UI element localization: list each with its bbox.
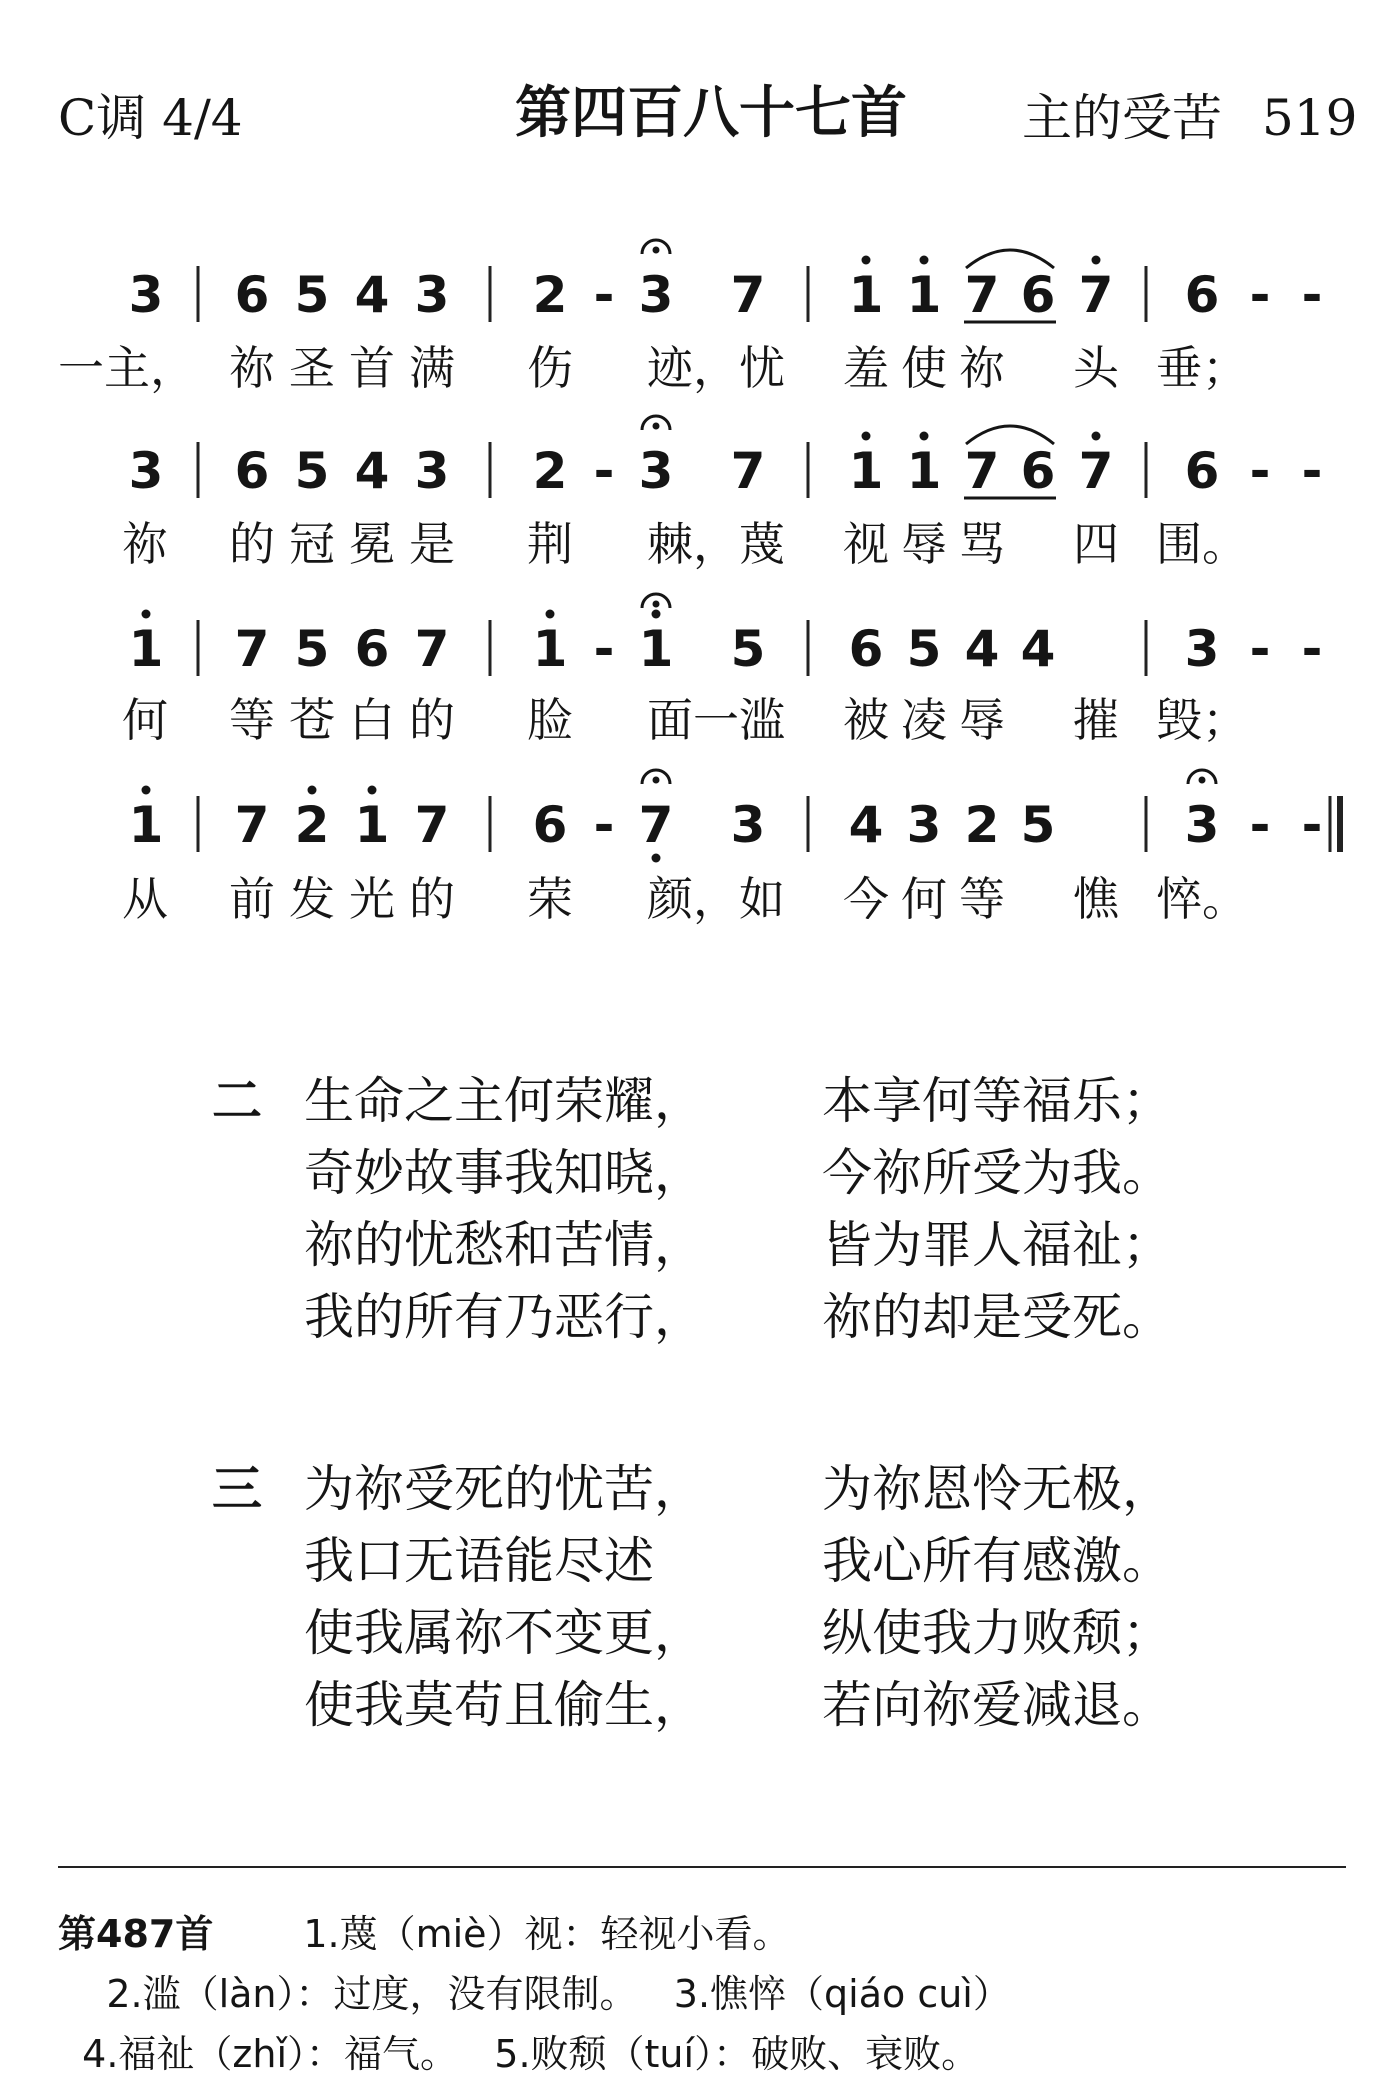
lyric-syllable: 垂； xyxy=(1156,341,1248,395)
dash-note: - xyxy=(593,266,615,324)
verse-line: 奇妙故事我知晓， xyxy=(304,1144,704,1202)
dash-note: - xyxy=(1249,442,1271,500)
note: 6 xyxy=(354,620,390,678)
dash-note: - xyxy=(1301,442,1323,500)
verse-line: 我心所有感激。 xyxy=(822,1532,1172,1590)
verse-line: 使我莫苟且偷生， xyxy=(304,1676,704,1734)
footnote-item: 1.蔑（miè）视：轻视小看。 xyxy=(303,1912,791,1956)
note: 4 xyxy=(354,442,390,500)
verse-line: 本享何等福乐； xyxy=(822,1072,1172,1130)
lyric-syllable: 圣 xyxy=(289,341,335,395)
note: 2 xyxy=(532,266,568,324)
verse-line: 若向祢爱减退。 xyxy=(822,1676,1172,1734)
lyric-syllable: 伤 xyxy=(527,341,573,395)
lyric-syllable: 何 xyxy=(122,693,168,747)
page-number: 519 xyxy=(1262,89,1358,147)
note: 5 xyxy=(294,442,330,500)
lyric-syllable: 冠 xyxy=(289,517,335,571)
note: 1 xyxy=(128,796,164,854)
lyric-syllable: 憔 xyxy=(1073,872,1119,926)
verse-line: 皆为罪人福祉； xyxy=(822,1216,1172,1274)
lyric-syllable: 毁； xyxy=(1156,693,1248,747)
dash-note: - xyxy=(593,442,615,500)
lyric-syllable: 脸 xyxy=(527,693,573,747)
note: 7 xyxy=(234,620,270,678)
lyric-syllable: 发 xyxy=(289,872,335,926)
section-name: 主的受苦 xyxy=(1022,89,1222,147)
note: 7 xyxy=(730,442,766,500)
note: 2 xyxy=(532,442,568,500)
lyric-syllable: 满 xyxy=(409,341,455,395)
lyric-syllable: 的 xyxy=(409,693,455,747)
note: 1 xyxy=(128,620,164,678)
lyric-syllable: 围。 xyxy=(1156,517,1248,571)
octave-dot xyxy=(1092,432,1101,441)
octave-dot xyxy=(1092,256,1101,265)
note: 3 xyxy=(730,796,766,854)
lyric-syllable: 首 xyxy=(349,341,395,395)
note: 3 xyxy=(1184,620,1220,678)
verse-line: 使我属祢不变更， xyxy=(304,1604,704,1662)
octave-dot xyxy=(862,256,871,265)
note: 2 xyxy=(294,796,330,854)
lyric-syllable: 使 xyxy=(901,341,947,395)
verse-number: 二 xyxy=(212,1072,262,1130)
note: 7 xyxy=(1078,266,1114,324)
note: 3 xyxy=(638,442,674,500)
lyric-syllable: 凌 xyxy=(901,693,947,747)
note: 6 xyxy=(1184,266,1220,324)
lyric-syllable: 被 xyxy=(843,693,889,747)
verse-line: 我口无语能尽述 xyxy=(304,1532,654,1590)
lyric-syllable: 一主， xyxy=(58,341,196,395)
lyric-syllable: 何 xyxy=(901,872,947,926)
note: 6 xyxy=(234,266,270,324)
octave-dot xyxy=(920,432,929,441)
dash-note: - xyxy=(1301,266,1323,324)
lyric-syllable: 颜，如 xyxy=(647,872,785,926)
note: 6 xyxy=(1020,442,1056,500)
note: 7 xyxy=(414,796,450,854)
verse-line: 纵使我力败颓； xyxy=(822,1604,1172,1662)
verse-line: 为祢受死的忧苦， xyxy=(304,1460,704,1518)
lyric-syllable: 迹，忧 xyxy=(647,341,785,395)
lyric-syllable: 羞 xyxy=(843,341,889,395)
footnote-divider xyxy=(58,1866,1346,1868)
note: 1 xyxy=(906,442,942,500)
note: 7 xyxy=(964,442,1000,500)
footnote-label: 第487首 xyxy=(58,1912,214,1956)
note: 3 xyxy=(414,442,450,500)
octave-dot xyxy=(368,786,377,795)
lyric-syllable: 祢 xyxy=(229,341,275,395)
lyric-syllable: 今 xyxy=(843,872,889,926)
verse-line: 为祢恩怜无极， xyxy=(822,1460,1172,1518)
note: 4 xyxy=(964,620,1000,678)
octave-dot xyxy=(652,854,661,863)
dash-note: - xyxy=(593,796,615,854)
footnote-item: 5.败颓（tuí）：破败、衰败。 xyxy=(494,2032,980,2076)
octave-dot xyxy=(652,610,661,619)
note: 1 xyxy=(354,796,390,854)
lyric-syllable: 是 xyxy=(409,517,455,571)
fermata-dot xyxy=(653,247,660,254)
fermata-dot xyxy=(653,601,660,608)
music-score xyxy=(0,0,1400,1000)
footnote-item: 2.滥（làn）：过度，没有限制。 xyxy=(106,1972,638,2016)
octave-dot xyxy=(862,432,871,441)
verse-number: 三 xyxy=(212,1460,262,1518)
lyric-syllable: 头 xyxy=(1073,341,1119,395)
hymn-title: 第四百八十七首 xyxy=(515,81,907,146)
note: 5 xyxy=(294,266,330,324)
octave-dot xyxy=(142,610,151,619)
note: 6 xyxy=(234,442,270,500)
note: 2 xyxy=(964,796,1000,854)
fermata-dot xyxy=(653,423,660,430)
note: 7 xyxy=(414,620,450,678)
lyric-syllable: 荣 xyxy=(527,872,573,926)
verse-line: 祢的忧愁和苦情， xyxy=(304,1216,704,1274)
lyric-syllable: 白 xyxy=(349,693,395,747)
note: 6 xyxy=(532,796,568,854)
note: 5 xyxy=(294,620,330,678)
score-canvas xyxy=(0,0,1400,1000)
dash-note: - xyxy=(1301,620,1323,678)
key-signature: C调 4/4 xyxy=(58,89,243,147)
note: 5 xyxy=(1020,796,1056,854)
note: 7 xyxy=(1078,442,1114,500)
lyric-syllable: 的 xyxy=(409,872,455,926)
lyric-syllable: 摧 xyxy=(1073,693,1119,747)
verse-line: 今祢所受为我。 xyxy=(822,1144,1172,1202)
note: 5 xyxy=(730,620,766,678)
note: 3 xyxy=(906,796,942,854)
lyric-syllable: 从 xyxy=(122,872,168,926)
footnotes xyxy=(58,1904,1348,2084)
fermata-dot xyxy=(653,777,660,784)
note: 1 xyxy=(848,266,884,324)
note: 4 xyxy=(1020,620,1056,678)
octave-dot xyxy=(546,610,555,619)
note: 1 xyxy=(906,266,942,324)
lyric-syllable: 光 xyxy=(349,872,395,926)
note: 7 xyxy=(234,796,270,854)
note: 4 xyxy=(848,796,884,854)
footnote-item: 3.憔悴（qiáo cuì） xyxy=(673,1972,1011,2016)
octave-dot xyxy=(920,256,929,265)
lyric-syllable: 祢 xyxy=(959,341,1005,395)
note: 7 xyxy=(730,266,766,324)
note: 1 xyxy=(848,442,884,500)
lyric-syllable: 荆 xyxy=(527,517,573,571)
note: 3 xyxy=(128,266,164,324)
lyric-syllable: 视 xyxy=(843,517,889,571)
octave-dot xyxy=(142,786,151,795)
lyric-syllable: 冕 xyxy=(349,517,395,571)
note: 5 xyxy=(906,620,942,678)
note: 4 xyxy=(354,266,390,324)
lyric-syllable: 前 xyxy=(229,872,275,926)
note: 3 xyxy=(638,266,674,324)
dash-note: - xyxy=(1249,796,1271,854)
note: 1 xyxy=(638,620,674,678)
lyric-syllable: 棘，蔑 xyxy=(647,517,785,571)
note: 6 xyxy=(1184,442,1220,500)
dash-note: - xyxy=(1249,620,1271,678)
lyric-syllable: 等 xyxy=(959,872,1005,926)
lyric-syllable: 骂 xyxy=(959,517,1005,571)
note: 3 xyxy=(1184,796,1220,854)
note: 3 xyxy=(414,266,450,324)
verse-line: 祢的却是受死。 xyxy=(822,1288,1172,1346)
lyric-syllable: 的 xyxy=(229,517,275,571)
note: 6 xyxy=(848,620,884,678)
note: 7 xyxy=(964,266,1000,324)
verse-line: 我的所有乃恶行， xyxy=(304,1288,704,1346)
note: 3 xyxy=(128,442,164,500)
dash-note: - xyxy=(593,620,615,678)
note: 6 xyxy=(1020,266,1056,324)
lyric-syllable: 辱 xyxy=(959,693,1005,747)
note: 7 xyxy=(638,796,674,854)
lyric-syllable: 面一滥 xyxy=(647,693,785,747)
dash-note: - xyxy=(1249,266,1271,324)
lyric-syllable: 四 xyxy=(1073,517,1119,571)
lyric-syllable: 等 xyxy=(229,693,275,747)
lyric-syllable: 悴。 xyxy=(1156,872,1248,926)
lyric-syllable: 祢 xyxy=(122,517,168,571)
footnote-item: 4.福祉（zhǐ）：福气。 xyxy=(82,2032,459,2076)
verse-line: 生命之主何荣耀， xyxy=(304,1072,704,1130)
note: 1 xyxy=(532,620,568,678)
lyric-syllable: 苍 xyxy=(289,693,335,747)
lyric-syllable: 辱 xyxy=(901,517,947,571)
dash-note: - xyxy=(1301,796,1323,854)
octave-dot xyxy=(308,786,317,795)
fermata-dot xyxy=(1199,777,1206,784)
